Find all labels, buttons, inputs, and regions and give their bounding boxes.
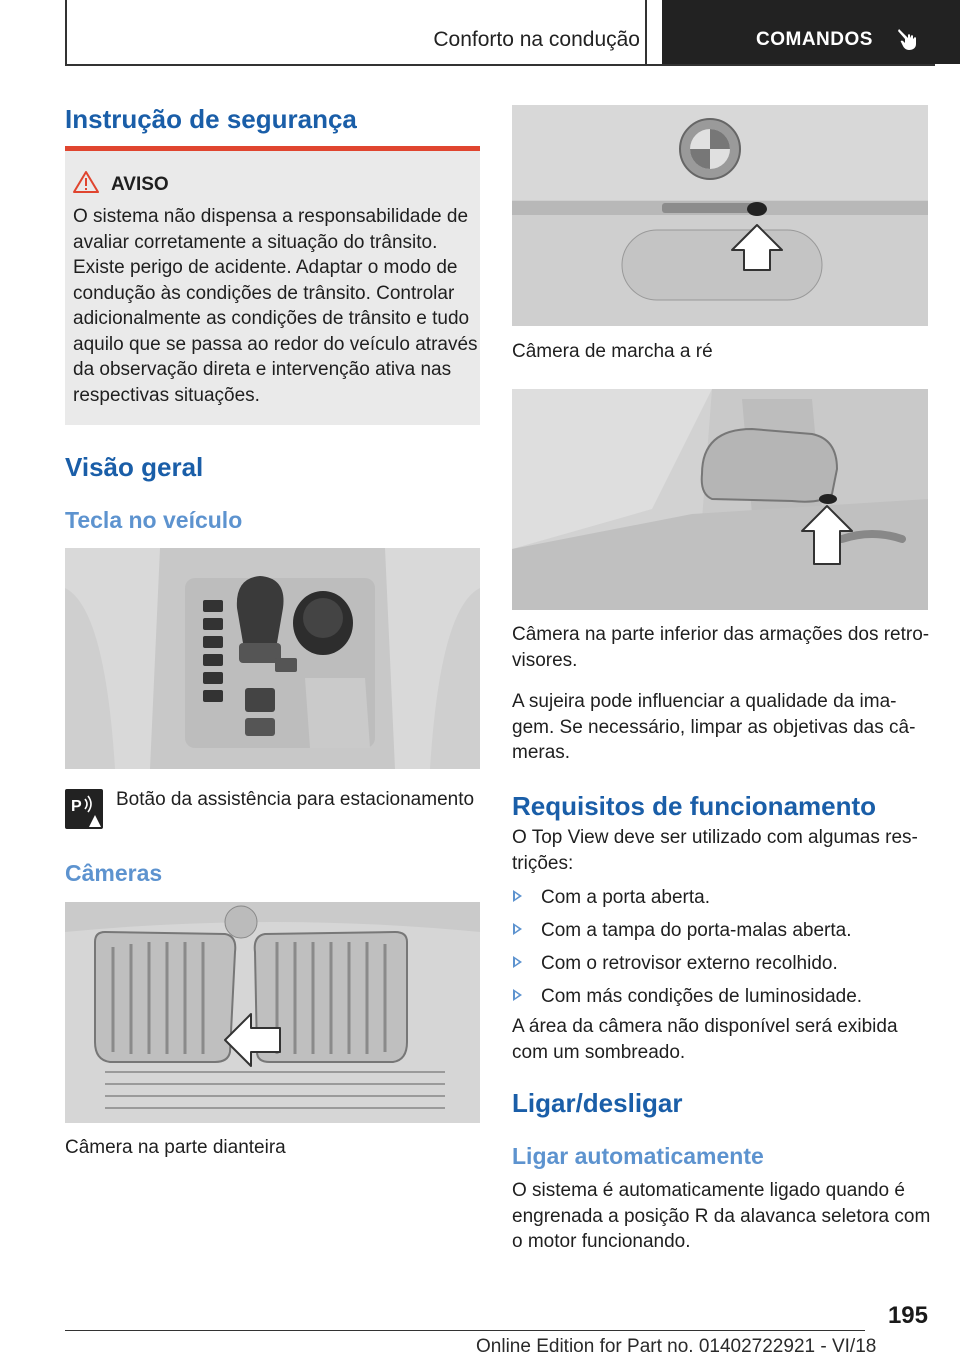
parking-assist-button-icon bbox=[65, 789, 103, 829]
list-item: Com o retrovisor externo recolhido. bbox=[513, 951, 862, 984]
list-item: Com a porta aberta. bbox=[513, 885, 862, 918]
front-camera-illustration bbox=[65, 902, 480, 1123]
page-number: 195 bbox=[887, 1302, 928, 1329]
rear-camera-caption: Câmera de marcha a ré bbox=[512, 341, 713, 362]
mirror-camera-caption: Câmera na parte inferior das armações dos retro- visores. bbox=[512, 624, 930, 671]
header-rule bbox=[65, 64, 935, 66]
requirements-list bbox=[513, 885, 862, 1017]
key-title: Tecla no veículo bbox=[65, 507, 243, 533]
rear-camera-illustration bbox=[512, 105, 928, 326]
header-chapter-title: COMANDOS bbox=[756, 29, 873, 50]
svg-text:P: P bbox=[71, 798, 82, 815]
list-item: Com más condições de luminosidade. bbox=[513, 984, 862, 1017]
front-camera-caption: Câmera na parte dianteira bbox=[65, 1137, 286, 1158]
onoff-title: Ligar/desligar bbox=[512, 1088, 683, 1118]
list-item: Com a tampa do porta-malas aberta. bbox=[513, 918, 862, 951]
requirements-title: Requisitos de funcionamento bbox=[512, 791, 877, 821]
auto-on-text: O sistema é automaticamente ligado quando é engrenada a posição R da alavanca seletora com o motor funcionando. bbox=[512, 1180, 931, 1252]
console-illustration bbox=[65, 548, 480, 769]
pointing-hand-icon bbox=[896, 26, 922, 52]
mirror-camera-illustration bbox=[512, 389, 928, 610]
warning-text: O sistema não dispensa a responsabilidade de avaliar corretamente a situação do trânsito. Existe perigo de acidente. Adaptar o modo de condução às condições de trânsito. Controlar adicionalmente as condições de trânsito e tudo aquilo que se passa ao redor do veículo através da observação direta e intervenção ativa nas respectivas situações. bbox=[73, 206, 478, 406]
warning-label: AVISO bbox=[111, 174, 169, 195]
auto-on-title: Ligar automaticamente bbox=[512, 1143, 764, 1169]
dirt-note: A sujeira pode influenciar a qualidade da ima- gem. Se necessário, limpar as objetivas das câ- meras. bbox=[512, 691, 916, 763]
overview-title: Visão geral bbox=[65, 452, 204, 482]
requirements-intro: O Top View deve ser utilizado com algumas res- trições: bbox=[512, 827, 918, 874]
header-section-title: Conforto na condução bbox=[433, 28, 640, 51]
parking-button-caption: Botão da assistência para estacionamento bbox=[116, 789, 475, 810]
shade-note: A área da câmera não disponível será exibida com um sombreado. bbox=[512, 1016, 898, 1063]
cameras-title: Câmeras bbox=[65, 860, 163, 886]
footer-edition: Online Edition for Part no. 01402722921 - VI/18 bbox=[476, 1336, 877, 1357]
warning-triangle-icon bbox=[73, 170, 99, 194]
safety-title: Instrução de segurança bbox=[65, 104, 357, 134]
footer-rule bbox=[65, 1330, 865, 1331]
